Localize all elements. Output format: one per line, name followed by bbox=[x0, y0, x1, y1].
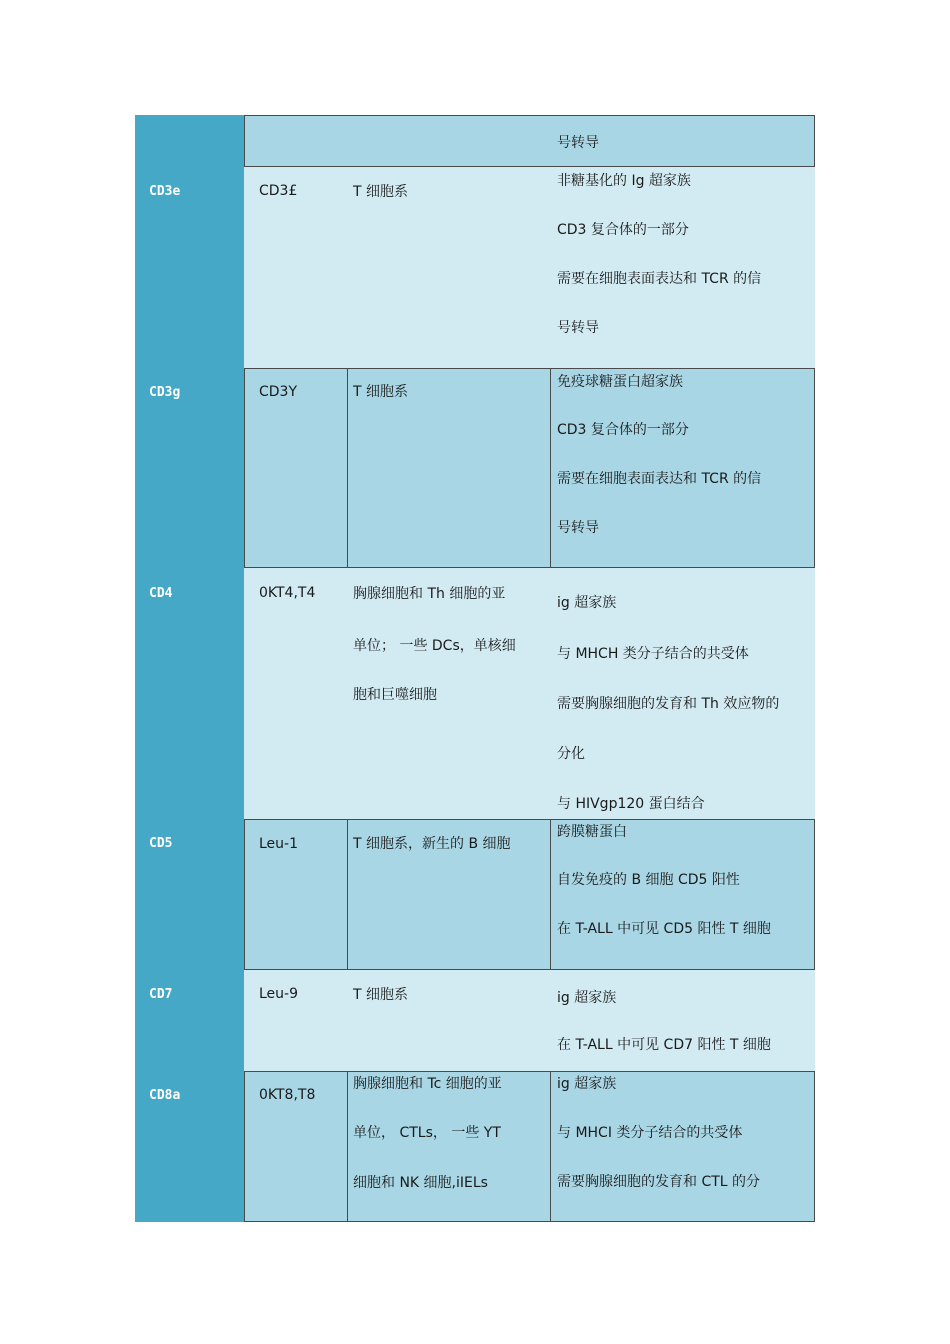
cd-label: CD3e bbox=[149, 184, 181, 199]
function-line: CD3 复合体的一部分 bbox=[557, 422, 689, 438]
function-line: 在 T-ALL 中可见 CD5 阳性 T 细胞 bbox=[557, 921, 771, 937]
cell-distribution: T 细胞系，新生的 B 细胞 bbox=[353, 836, 511, 852]
cd-label: CD5 bbox=[149, 836, 173, 851]
cell-distribution: 单位； 一些 DCs，单核细 bbox=[353, 638, 516, 654]
cell-distribution: T 细胞系 bbox=[353, 987, 409, 1003]
function-line: 自发免疫的 B 细胞 CD5 阳性 bbox=[557, 872, 740, 888]
cd-label: CD8a bbox=[149, 1088, 181, 1103]
cell-distribution: 胸腺细胞和 Tc 细胞的亚 bbox=[353, 1076, 502, 1092]
cell-distribution: 胞和巨噬细胞 bbox=[353, 687, 437, 703]
cd-label: CD7 bbox=[149, 987, 173, 1002]
marker-name: CD3Y bbox=[259, 384, 298, 400]
marker-name: Leu-9 bbox=[259, 986, 298, 1002]
cell-distribution: T 细胞系 bbox=[353, 384, 409, 400]
function-line: 免疫球糖蛋白超家族 bbox=[557, 374, 683, 390]
cd-label: CD4 bbox=[149, 586, 173, 601]
row-0-bg bbox=[244, 115, 815, 167]
function-line: 与 MHCH 类分子结合的共受体 bbox=[557, 646, 749, 662]
function-line: 需要胸腺细胞的发育和 CTL 的分 bbox=[557, 1174, 761, 1190]
function-line: 跨膜糖蛋白 bbox=[557, 824, 627, 840]
marker-name: Leu-1 bbox=[259, 836, 298, 852]
function-line: 需要胸腺细胞的发育和 Th 效应物的 bbox=[557, 696, 780, 712]
marker-name: CD3£ bbox=[259, 183, 298, 199]
marker-name: 0KT4,T4 bbox=[259, 585, 316, 601]
function-line: 与 MHCI 类分子结合的共受体 bbox=[557, 1125, 743, 1141]
row-cd3g-func-cell bbox=[550, 368, 815, 568]
cd-marker-table bbox=[135, 115, 815, 1222]
cell-distribution: 单位， CTLs， 一些 YT bbox=[353, 1125, 501, 1141]
function-line: ig 超家族 bbox=[557, 990, 617, 1006]
function-line: 非糖基化的 Ig 超家族 bbox=[557, 173, 691, 189]
function-line: 需要在细胞表面表达和 TCR 的信 bbox=[557, 471, 762, 487]
function-line: 与 HIVgp120 蛋白结合 bbox=[557, 796, 705, 812]
row-cd7-bg bbox=[244, 970, 815, 1071]
function-line: 在 T-ALL 中可见 CD7 阳性 T 细胞 bbox=[557, 1037, 771, 1053]
function-line: 号转导 bbox=[557, 320, 599, 336]
function-line: 号转导 bbox=[557, 520, 599, 536]
cell-distribution: 胸腺细胞和 Th 细胞的亚 bbox=[353, 586, 506, 602]
function-line: CD3 复合体的一部分 bbox=[557, 222, 689, 238]
cell-distribution: T 细胞系 bbox=[353, 184, 409, 200]
row-cd3e-bg bbox=[244, 167, 815, 368]
function-line: ig 超家族 bbox=[557, 595, 617, 611]
function-line: 需要在细胞表面表达和 TCR 的信 bbox=[557, 271, 762, 287]
cd-column bbox=[135, 115, 244, 1222]
cell-distribution: 细胞和 NK 细胞,iIELs bbox=[353, 1175, 488, 1191]
marker-name: 0KT8,T8 bbox=[259, 1087, 316, 1103]
cd-label: CD3g bbox=[149, 385, 181, 400]
function-line: ig 超家族 bbox=[557, 1076, 617, 1092]
function-line: 分化 bbox=[557, 746, 585, 762]
function-line: 号转导 bbox=[557, 135, 599, 151]
